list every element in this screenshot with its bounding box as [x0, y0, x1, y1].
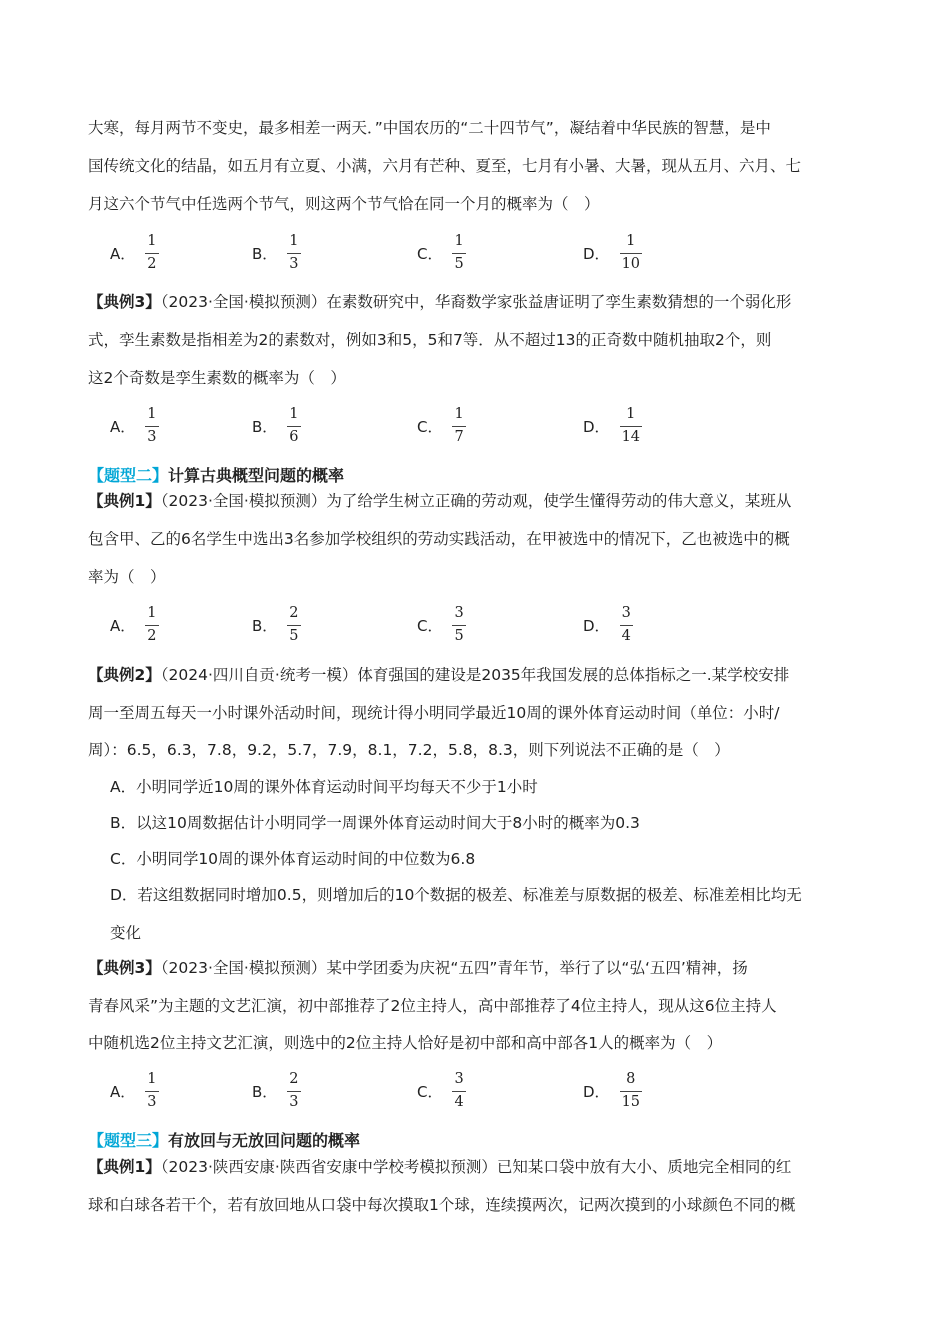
option-b	[252, 403, 301, 449]
ex1-text: （2023·全国·模拟预测）为了给学生树立正确的劳动观，使学生懂得劳动的伟大意义，某班从	[160, 492, 792, 510]
option-letter: A．	[110, 1082, 136, 1101]
ex2-line-1	[88, 665, 789, 685]
option-letter: D．	[583, 417, 610, 436]
numerator: 1	[289, 406, 299, 422]
fraction	[145, 406, 158, 446]
section-heading-3	[88, 1131, 360, 1151]
option-letter: A．	[110, 417, 136, 436]
option-c	[417, 602, 466, 648]
option-b	[252, 1068, 301, 1114]
numerator: 1	[454, 406, 464, 422]
ex1-line-1	[88, 491, 791, 511]
option-letter: B．	[252, 417, 278, 436]
denominator: 3	[289, 256, 299, 272]
fraction	[620, 233, 642, 273]
section-tag: 【题型二】	[88, 466, 169, 485]
numerator: 3	[621, 605, 631, 621]
option-letter: B．	[252, 616, 278, 635]
section-tag: 【题型三】	[88, 1131, 169, 1150]
ex3a-line-2: 式，孪生素数是指相差为2的素数对，例如3和5，5和7等．从不超过13的正奇数中随机抽取2个，则	[88, 331, 772, 349]
ex3a-line-1	[88, 292, 791, 312]
fraction	[452, 605, 465, 645]
choice-d-continuation: 变化	[110, 924, 142, 942]
fraction	[452, 406, 465, 446]
section-title: 计算古典概型问题的概率	[168, 466, 345, 485]
example-tag: 【典例3】	[88, 959, 161, 977]
choice-c: C．小明同学10周的课外体育运动时间的中位数为6.8	[110, 850, 476, 868]
section-heading-2	[88, 466, 344, 486]
numerator: 1	[147, 1071, 157, 1087]
numerator: 3	[454, 1071, 464, 1087]
option-d	[583, 602, 633, 648]
ex3b-text: （2023·全国·模拟预测）某中学团委为庆祝“五四”青年节，举行了以“弘‘五四’精神，扬	[160, 959, 748, 977]
denominator: 3	[289, 1094, 299, 1110]
denominator: 2	[147, 628, 157, 644]
fraction	[145, 233, 158, 273]
option-letter: B．	[252, 1082, 278, 1101]
example-tag: 【典例3】	[88, 293, 161, 311]
denominator: 5	[289, 628, 299, 644]
denominator: 2	[147, 256, 157, 272]
ex1-line-3: 率为（ ）	[88, 568, 166, 586]
denominator: 4	[621, 628, 631, 644]
numerator: 1	[626, 406, 636, 422]
numerator: 1	[147, 233, 157, 249]
fraction	[287, 1071, 300, 1111]
fraction	[452, 233, 465, 273]
option-a	[110, 1068, 159, 1114]
ex1-line-2: 包含甲、乙的6名学生中选出3名参加学校组织的劳动实践活动，在甲被选中的情况下，乙也被选中的概	[88, 530, 790, 548]
ex3a-text: （2023·全国·模拟预测）在素数研究中，华裔数学家张益唐证明了孪生素数猜想的一个弱化形	[160, 293, 792, 311]
intro-line-1: 大寒，每月两节不变史，最多相差一两天．”中国农历的“二十四节气”，凝结着中华民族的智慧，是中	[88, 119, 771, 137]
denominator: 4	[454, 1094, 464, 1110]
ex2-line-2: 周一至周五每天一小时课外活动时间，现统计得小明同学最近10周的课外体育运动时间（单位：小时/	[88, 704, 780, 722]
option-c	[417, 1068, 466, 1114]
ex3b-line-1	[88, 958, 748, 978]
option-letter: C．	[417, 244, 443, 263]
ex1c-text: （2023·陕西安康·陕西省安康中学校考模拟预测）已知某口袋中放有大小、质地完全相同的红	[160, 1158, 792, 1176]
option-a	[110, 403, 159, 449]
ex3b-options	[110, 1068, 710, 1114]
ex3a-options	[110, 403, 710, 449]
intro-options	[110, 230, 710, 276]
choice-a: A．小明同学近10周的课外体育运动时间平均每天不少于1小时	[110, 778, 538, 796]
option-a	[110, 230, 159, 276]
example-tag: 【典例1】	[88, 492, 161, 510]
section-title: 有放回与无放回问题的概率	[168, 1131, 361, 1150]
numerator: 1	[626, 233, 636, 249]
choice-b: B．以这10周数据估计小明同学一周课外体育运动时间大于8小时的概率为0.3	[110, 814, 640, 832]
option-b	[252, 602, 301, 648]
fraction	[620, 605, 633, 645]
numerator: 2	[289, 1071, 299, 1087]
fraction	[287, 406, 300, 446]
numerator: 1	[289, 233, 299, 249]
denominator: 15	[621, 1094, 641, 1110]
option-d	[583, 1068, 642, 1114]
denominator: 5	[454, 256, 464, 272]
numerator: 1	[147, 406, 157, 422]
ex1c-line-2: 球和白球各若干个，若有放回地从口袋中每次摸取1个球，连续摸两次，记两次摸到的小球颜色不同的概	[88, 1196, 796, 1214]
fraction	[620, 406, 642, 446]
option-c	[417, 230, 466, 276]
ex2-text: （2024·四川自贡·统考一模）体育强国的建设是2035年我国发展的总体指标之一.某学校安排	[160, 666, 790, 684]
option-letter: D．	[583, 1082, 610, 1101]
denominator: 14	[621, 429, 641, 445]
ex3b-line-3: 中随机选2位主持文艺汇演，则选中的2位主持人恰好是初中部和高中部各1人的概率为（ ）	[88, 1034, 723, 1052]
fraction	[287, 233, 300, 273]
numerator: 8	[626, 1071, 636, 1087]
denominator: 5	[454, 628, 464, 644]
ex3a-line-3: 这2个奇数是孪生素数的概率为（ ）	[88, 369, 346, 387]
denominator: 10	[621, 256, 641, 272]
numerator: 3	[454, 605, 464, 621]
option-letter: C．	[417, 616, 443, 635]
numerator: 2	[289, 605, 299, 621]
denominator: 6	[289, 429, 299, 445]
example-tag: 【典例2】	[88, 666, 161, 684]
option-b	[252, 230, 301, 276]
denominator: 3	[147, 429, 157, 445]
option-letter: C．	[417, 1082, 443, 1101]
option-letter: A．	[110, 616, 136, 635]
denominator: 7	[454, 429, 464, 445]
fraction	[287, 605, 300, 645]
fraction	[145, 605, 158, 645]
option-c	[417, 403, 466, 449]
denominator: 3	[147, 1094, 157, 1110]
ex1c-line-1	[88, 1157, 791, 1177]
option-letter: A．	[110, 244, 136, 263]
option-letter: C．	[417, 417, 443, 436]
option-d	[583, 230, 642, 276]
option-a	[110, 602, 159, 648]
numerator: 1	[147, 605, 157, 621]
option-letter: D．	[583, 616, 610, 635]
numerator: 1	[454, 233, 464, 249]
example-tag: 【典例1】	[88, 1158, 161, 1176]
intro-line-2: 国传统文化的结晶，如五月有立夏、小满，六月有芒种、夏至，七月有小暑、大暑，现从五月、六月、七	[88, 157, 802, 175]
option-d	[583, 403, 642, 449]
intro-line-3: 月这六个节气中任选两个节气，则这两个节气恰在同一个月的概率为（ ）	[88, 195, 600, 213]
fraction	[145, 1071, 158, 1111]
option-letter: B．	[252, 244, 278, 263]
option-letter: D．	[583, 244, 610, 263]
ex2-line-3: 周）：6.5，6.3，7.8，9.2，5.7，7.9，8.1，7.2，5.8，8.3，则下列说法不正确的是（ ）	[88, 741, 730, 759]
ex3b-line-2: 青春风采”为主题的文艺汇演，初中部推荐了2位主持人，高中部推荐了4位主持人，现从这6位主持人	[88, 997, 777, 1015]
choice-d: D．若这组数据同时增加0.5，则增加后的10个数据的极差、标准差与原数据的极差、标准差相比均无	[110, 886, 802, 904]
fraction	[620, 1071, 642, 1111]
ex1-options	[110, 602, 710, 648]
fraction	[452, 1071, 465, 1111]
